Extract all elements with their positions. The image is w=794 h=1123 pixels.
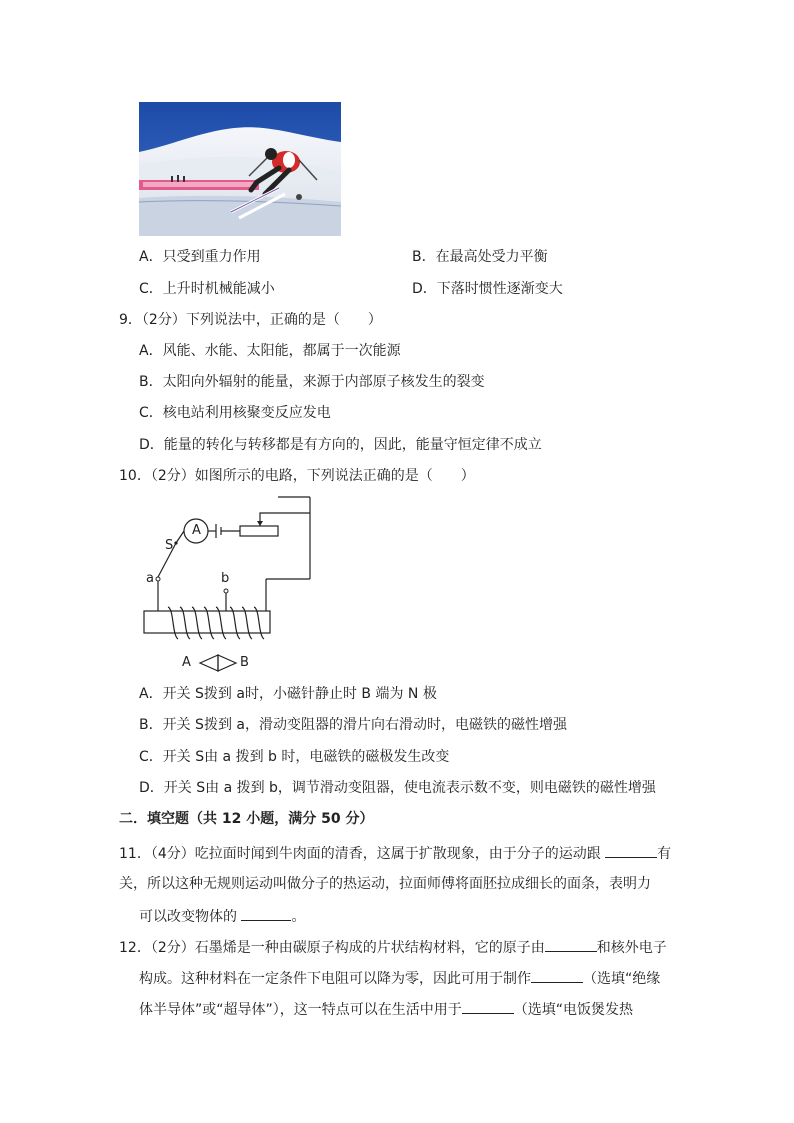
q10-option-a: A．开关 S拨到 a时，小磁针静止时 B 端为 N 极	[139, 686, 437, 702]
q11-line-3-end: 。	[291, 909, 306, 925]
q12-line-3	[139, 999, 633, 1020]
skier-photo	[139, 102, 341, 236]
needle-end-a-label: A	[182, 655, 191, 670]
q8-option-b: B．在最高处受力平衡	[412, 249, 548, 265]
circuit-diagram	[138, 493, 318, 679]
q12-line-1	[119, 937, 667, 958]
q11-line-1	[119, 843, 671, 864]
q8-option-d: D．下落时惯性逐渐变大	[412, 281, 563, 297]
q9-option-b: B．太阳向外辐射的能量，来源于内部原子核发生的裂变	[139, 374, 485, 390]
q12-blank-3[interactable]	[462, 999, 514, 1014]
q8-option-c: C．上升时机械能减小	[139, 281, 275, 297]
q12-line-3-end: （选填“电饭煲发热	[513, 1002, 634, 1018]
q12-blank-1[interactable]	[545, 937, 597, 952]
q12-line-3-text: 体半导体”或“超导体”），这一特点可以在生活中用于	[139, 1002, 462, 1018]
q11-line-2: 关，所以这种无规则运动叫做分子的热运动，拉面师傅将面胚拉成细长的面条，表明力	[119, 876, 651, 892]
q12-blank-2[interactable]	[531, 968, 583, 983]
q11-blank-2[interactable]	[241, 906, 291, 921]
q9-option-c: C．核电站利用核聚变反应发电	[139, 405, 331, 421]
ammeter-label: A	[192, 523, 201, 538]
terminal-b-label: b	[221, 571, 230, 586]
q11-line-1-end: 有	[657, 846, 672, 862]
q9-stem: 9．（2分）下列说法中，正确的是（ ）	[119, 312, 382, 328]
needle-end-b-label: B	[240, 655, 249, 670]
q10-stem: 10．（2分）如图所示的电路，下列说法正确的是（ ）	[119, 468, 475, 484]
q11-line-3-text: 可以改变物体的	[139, 909, 242, 925]
q10-option-b: B．开关 S拨到 a，滑动变阻器的滑片向右滑动时，电磁铁的磁性增强	[139, 717, 567, 733]
switch-label: S	[165, 538, 174, 553]
q8-option-a: A．只受到重力作用	[139, 249, 261, 265]
q11-line-3	[139, 906, 305, 927]
q10-option-d: D．开关 S由 a 拨到 b，调节滑动变阻器，使电流表示数不变，则电磁铁的磁性增强	[139, 780, 656, 796]
q11-blank-1[interactable]	[605, 843, 657, 858]
q10-option-c: C．开关 S由 a 拨到 b 时，电磁铁的磁极发生改变	[139, 749, 450, 765]
q12-line-2	[139, 968, 660, 989]
q12-line-1-text: 12．（2分）石墨烯是一种由碳原子构成的片状结构材料，它的原子由	[119, 940, 545, 956]
terminal-a-label: a	[146, 571, 154, 586]
q9-option-a: A．风能、水能、太阳能，都属于一次能源	[139, 343, 401, 359]
q9-option-d: D．能量的转化与转移都是有方向的，因此，能量守恒定律不成立	[139, 437, 542, 453]
section-title: 二．填空题（共 12 小题，满分 50 分）	[119, 811, 374, 827]
q12-line-1-end: 和核外电子	[596, 940, 667, 956]
q11-line-1-text: 11．（4分）吃拉面时闻到牛肉面的清香，这属于扩散现象，由于分子的运动跟	[119, 846, 606, 862]
q12-line-2-text: 构成。这种材料在一定条件下电阻可以降为零，因此可用于制作	[139, 971, 531, 987]
q12-line-2-end: （选填“绝缘	[583, 971, 661, 987]
